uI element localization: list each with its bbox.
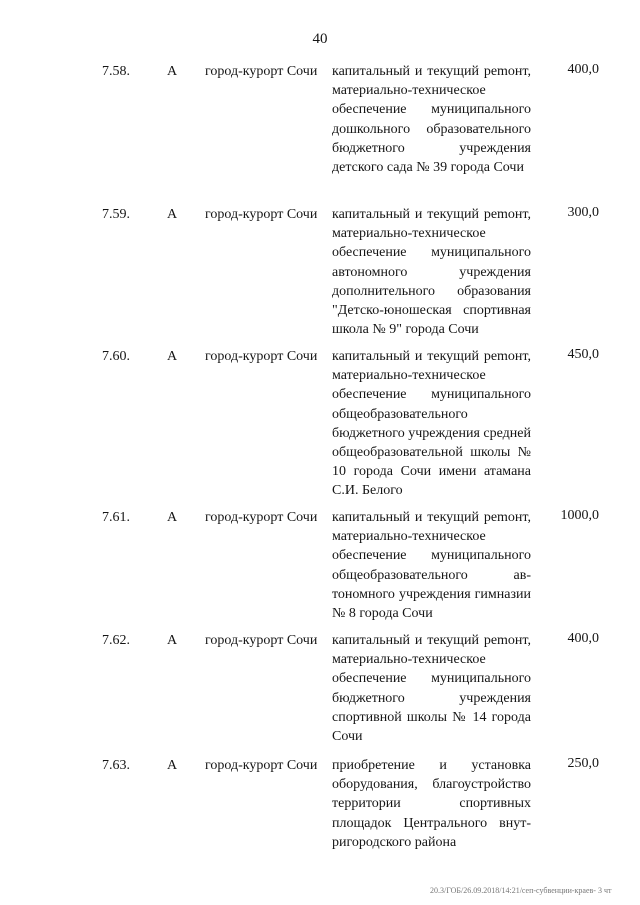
entry-category: А bbox=[167, 349, 178, 364]
entry-category: А bbox=[167, 64, 178, 79]
entry-municipality: город-курорт Сочи bbox=[205, 633, 318, 648]
entry-number: 7.59. bbox=[102, 207, 130, 222]
entry-amount: 250,0 bbox=[567, 756, 599, 771]
entry-category: А bbox=[167, 510, 178, 525]
entry-category: А bbox=[167, 207, 178, 222]
entry-description: капитальный и текущий реmонт, материально-техническое обеспечение муниципального бюджетного учреждения спортивной школы № 14 города Сочи bbox=[332, 633, 531, 745]
entry-description: приобретение и установка оборудования, благоустройство территории спортивных площадок Центрального внутригородского района bbox=[332, 758, 531, 850]
entry-description: капитальный и текущий реmонт, материально-техническое обеспечение муниципального автономного учреждения дополнительного образования "Детско-юношеская спортивная школа № 9" города Сочи bbox=[332, 207, 531, 338]
page-number: 40 bbox=[312, 31, 328, 47]
entry-amount: 400,0 bbox=[567, 631, 599, 646]
entry-description: капитальный и текущий реmонт, материально-техническое обеспечение муниципального общеобразовательного автономного учреждения гимназии № 8 города Сочи bbox=[332, 510, 531, 622]
entry-amount: 400,0 bbox=[567, 62, 599, 77]
entry-municipality: город-курорт Сочи bbox=[205, 64, 318, 79]
entry-municipality: город-курорт Сочи bbox=[205, 510, 318, 525]
entry-number: 7.60. bbox=[102, 349, 130, 364]
document-footer-code: 20.3/ГОБ/26.09.2018/14:21/сеп-субвенции-краев- 3 чт bbox=[430, 886, 612, 895]
entry-number: 7.61. bbox=[102, 510, 130, 525]
entry-category: А bbox=[167, 633, 178, 648]
entry-municipality: город-курорт Сочи bbox=[205, 758, 318, 773]
entry-number: 7.63. bbox=[102, 758, 130, 773]
entry-number: 7.58. bbox=[102, 64, 130, 79]
entry-description: капитальный и текущий реmонт, материально-техническое обеспечение муниципального общеобразовательного бюджетного учреждения средней общеобразовательной школы № 10 города Сочи имени атамана С.И. Белого bbox=[332, 349, 531, 499]
entry-municipality: город-курорт Сочи bbox=[205, 207, 318, 222]
entry-amount: 300,0 bbox=[567, 205, 599, 220]
entry-number: 7.62. bbox=[102, 633, 130, 648]
entry-description: капитальный и текущий реmонт, материально-техническое обеспечение муниципального дошкольного образовательного бюджетного учреждения детского сада № 39 города Сочи bbox=[332, 64, 531, 176]
entry-category: А bbox=[167, 758, 178, 773]
entry-municipality: город-курорт Сочи bbox=[205, 349, 318, 364]
entry-amount: 450,0 bbox=[567, 347, 599, 362]
entry-amount: 1000,0 bbox=[560, 508, 599, 523]
